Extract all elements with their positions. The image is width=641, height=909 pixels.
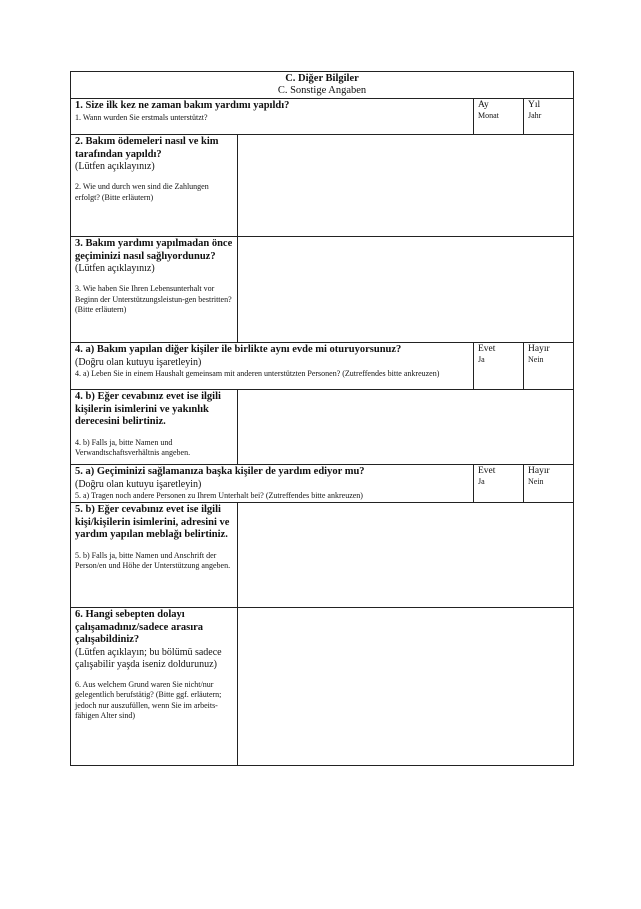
q3-note-tr: (Lütfen açıklayınız) — [75, 263, 155, 274]
q4a-note-tr: (Doğru olan kutuyu işaretleyin) — [75, 356, 202, 368]
q2-answer-field[interactable] — [238, 135, 574, 237]
q5b-label-cell — [71, 503, 238, 608]
q4a-yes-label-de: Ja — [478, 355, 485, 364]
q4a-label-de: 4. a) Leben Sie in einem Haushalt gemeinsam mit anderen unterstützten Personen? (Zutreffendes bitte ankreuzen) — [75, 368, 440, 378]
q1-label-cell — [71, 99, 474, 135]
q4a-label-tr: 4. a) Bakım yapılan diğer kişiler ile birlikte aynı evde mi oturuyorsunuz? — [75, 344, 402, 355]
q5b-label-tr: 5. b) Eğer cevabınız evet ise ilgili kişi/kişilerin isimlerini, adresini ve yardım yapılan meblağı belirtiniz. — [75, 504, 230, 540]
q1-month-label-tr: Ay — [478, 100, 489, 110]
q1-month-field[interactable] — [474, 99, 524, 135]
q1-month-label-de: Monat — [478, 111, 499, 120]
q4a-no-label-tr: Hayır — [528, 344, 550, 354]
q5a-yes-checkbox[interactable] — [474, 465, 524, 503]
q1-label-tr: 1. Size ilk kez ne zaman bakım yardımı yapıldı? — [75, 100, 290, 111]
q4b-label-tr: 4. b) Eğer cevabınız evet ise ilgili kişilerin isimlerini ve yakınlık derecesini belirtiniz. — [75, 391, 221, 427]
q5a-note-tr: (Doğru olan kutuyu işaretleyin) — [75, 478, 202, 490]
q3-answer-field[interactable] — [238, 237, 574, 343]
q4a-yes-label-tr: Evet — [478, 344, 496, 354]
q4a-no-checkbox[interactable] — [524, 343, 574, 390]
q2-label-cell — [71, 135, 238, 237]
q4b-label-de: 4. b) Falls ja, bitte Namen und Verwandtschaftsverhältnis angeben. — [75, 437, 191, 457]
q4a-yes-checkbox[interactable] — [474, 343, 524, 390]
q5a-no-checkbox[interactable] — [524, 465, 574, 503]
q6-label-cell — [71, 608, 238, 766]
q3-label-cell — [71, 237, 238, 343]
q4a-label-cell — [71, 343, 474, 390]
q5b-answer-field[interactable] — [238, 503, 574, 608]
section-title-de: C. Sonstige Angaben — [277, 85, 367, 96]
section-title-tr: C. Diğer Bilgiler — [285, 73, 359, 84]
q5a-no-label-tr: Hayır — [528, 466, 550, 476]
q5a-label-cell — [71, 465, 474, 503]
q4a-no-label-de: Nein — [528, 355, 544, 364]
q6-answer-field[interactable] — [238, 608, 574, 766]
q6-label-tr: 6. Hangi sebepten dolayı çalışamadınız/sadece arasıra çalışabildiniz? — [75, 609, 204, 645]
q1-year-label-de: Jahr — [528, 111, 542, 120]
q3-label-de: 3. Wie haben Sie Ihren Lebensunterhalt vor Beginn der Unterstützungsleistun-gen bestritten? (Bitte erläutern) — [75, 284, 232, 314]
q6-label-de: 6. Aus welchem Grund waren Sie nicht/nur gelegentlich berufstätig? (Bitte ggf. erläutern; jedoch nur auszufüllen, wenn Sie im arbeits-fähigen Alter sind) — [75, 679, 222, 720]
q5a-no-label-de: Nein — [528, 477, 544, 486]
q5a-label-de: 5. a) Tragen noch andere Personen zu Ihrem Unterhalt bei? (Zutreffendes bitte ankreuzen) — [75, 490, 363, 500]
q4b-label-cell — [71, 390, 238, 465]
q3-label-tr: 3. Bakım yardımı yapılmadan önce geçiminizi nasıl sağlıyordunuz? — [75, 238, 233, 262]
q1-year-field[interactable] — [524, 99, 574, 135]
q2-note-tr: (Lütfen açıklayınız) — [75, 161, 155, 172]
q1-label-de: 1. Wann wurden Sie erstmals unterstützt? — [75, 112, 208, 122]
section-header — [71, 72, 574, 99]
q5a-yes-label-de: Ja — [478, 477, 485, 486]
other-details-form — [70, 71, 574, 766]
q5a-label-tr: 5. a) Geçiminizi sağlamanıza başka kişiler de yardım ediyor mu? — [75, 466, 365, 477]
q4b-answer-field[interactable] — [238, 390, 574, 465]
q2-label-de: 2. Wie und durch wen sind die Zahlungen erfolgt? (Bitte erläutern) — [75, 182, 209, 202]
q5b-label-de: 5. b) Falls ja, bitte Namen und Anschrift der Person/en und Höhe der Unterstützung angeben. — [75, 550, 231, 570]
q1-year-label-tr: Yıl — [528, 100, 541, 110]
q5a-yes-label-tr: Evet — [478, 466, 496, 476]
q2-label-tr: 2. Bakım ödemeleri nasıl ve kim tarafından yapıldı? — [75, 136, 219, 160]
q6-note-tr: (Lütfen açıklayın; bu bölümü sadece çalışabilir yaşda iseniz doldurunuz) — [75, 646, 222, 670]
